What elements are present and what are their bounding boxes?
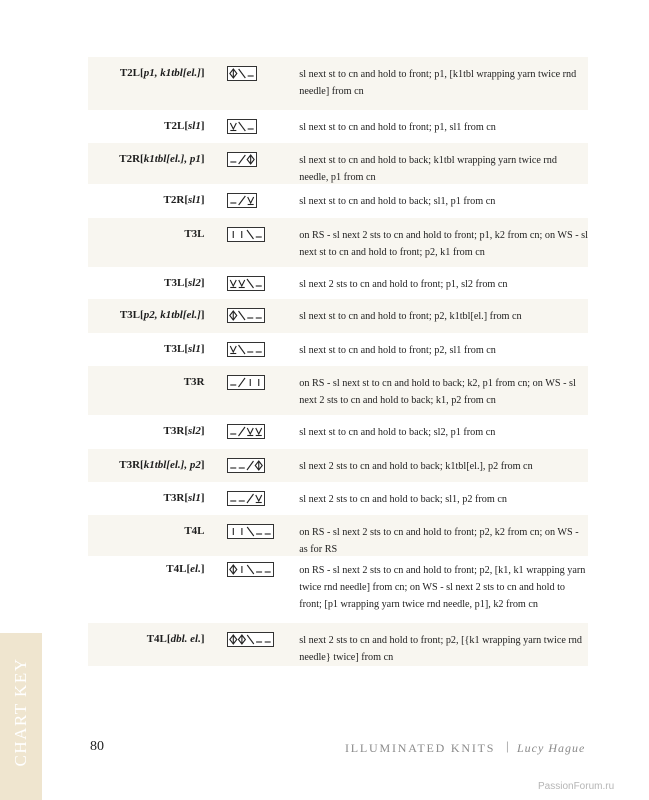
stitch-abbreviation (88, 491, 205, 505)
chart-symbol-icon (227, 491, 265, 506)
stitch-modifier: sl1 (187, 492, 201, 504)
bracket-open: [ (184, 194, 188, 206)
stitch-instruction: on RS - sl next 2 sts to cn and hold to front; p2, [k1, k1 wrapping yarn twice rnd needle] from cn; on WS - sl next 2 sts to cn and hold to front; [p1 wrapping yarn twice rnd needle, p1], k2 from cn (299, 565, 586, 610)
chart-symbol (227, 562, 287, 577)
stitch-base: T4L (166, 563, 187, 575)
stitch-instruction: sl next st to cn and hold to front; p2, k1tbl[el.] from cn (299, 311, 522, 322)
bracket-open: [ (184, 120, 188, 132)
chart-symbol-icon (227, 562, 274, 577)
stitch-base: T2R (163, 194, 185, 206)
stitch-base: T3L (184, 228, 205, 240)
key-row (88, 218, 588, 267)
bracket-open: [ (140, 309, 144, 321)
stitch-abbreviation (88, 562, 205, 576)
stitch-modifier: el. (190, 563, 201, 575)
chart-symbol (227, 491, 287, 506)
bracket-open: [ (140, 459, 144, 471)
bracket-close: ] (200, 309, 205, 321)
stitch-abbreviation (88, 524, 205, 538)
stitch-abbreviation (88, 152, 205, 166)
chart-symbol (227, 308, 287, 323)
chart-symbol (227, 66, 287, 81)
stitch-abbreviation (88, 424, 205, 438)
chart-symbol (227, 152, 287, 167)
stitch-instruction: sl next st to cn and hold to front; p2, sl1 from cn (299, 345, 496, 356)
key-row (88, 556, 588, 623)
stitch-instruction: sl next 2 sts to cn and hold to front; p1, sl2 from cn (299, 279, 508, 290)
stitch-abbreviation (88, 458, 205, 472)
key-row (88, 299, 588, 333)
key-row (88, 57, 588, 110)
key-row (88, 267, 588, 299)
book-author: Lucy Hague (517, 741, 586, 755)
chart-symbol-icon (227, 458, 265, 473)
chart-key-table (88, 57, 588, 666)
stitch-modifier: k1tbl[el.], p2 (143, 459, 201, 471)
bracket-close: ] (200, 425, 205, 437)
chart-symbol-icon (227, 632, 274, 647)
stitch-instruction: sl next st to cn and hold to front; p1, [k1tbl wrapping yarn twice rnd needle] from cn (299, 69, 577, 97)
chart-symbol-icon (227, 424, 265, 439)
stitch-base: T3R (163, 425, 185, 437)
bracket-open: [ (186, 563, 191, 575)
bracket-open: [ (140, 67, 144, 79)
key-row (88, 184, 588, 218)
bracket-open: [ (184, 343, 188, 355)
chart-symbol (227, 458, 287, 473)
chart-key-tab-label: CHART KEY (11, 657, 30, 767)
stitch-abbreviation (88, 193, 205, 207)
stitch-abbreviation (88, 66, 205, 80)
chart-symbol (227, 193, 287, 208)
stitch-abbreviation (88, 227, 205, 241)
chart-symbol-icon (227, 276, 265, 291)
chart-symbol (227, 375, 287, 390)
stitch-modifier: sl2 (187, 277, 201, 289)
chart-symbol (227, 276, 287, 291)
symbol-frame (227, 425, 264, 439)
stitch-base: T4L (184, 525, 205, 537)
stitch-base: T2L (119, 67, 141, 79)
chart-symbol-icon (227, 308, 265, 323)
key-row (88, 366, 588, 415)
bracket-open: [ (184, 425, 188, 437)
stitch-abbreviation (88, 119, 205, 133)
bracket-close: ] (200, 277, 205, 289)
chart-symbol (227, 119, 287, 134)
chart-symbol-icon (227, 375, 265, 390)
stitch-instruction: sl next 2 sts to cn and hold to front; p2, [{k1 wrapping yarn twice rnd needle} twice] from cn (299, 635, 582, 663)
stitch-instruction: on RS - sl next 2 sts to cn and hold to front; p2, k2 from cn; on WS - as for RS (299, 527, 579, 555)
chart-symbol-icon (227, 119, 257, 134)
symbol-frame (227, 343, 264, 357)
stitch-base: T3R (183, 376, 205, 388)
stitch-modifier: p1, k1tbl[el.] (143, 67, 201, 79)
bracket-close: ] (200, 343, 205, 355)
key-row (88, 333, 588, 366)
bracket-close: ] (200, 459, 205, 471)
key-row (88, 623, 588, 666)
stitch-modifier: sl1 (187, 194, 201, 206)
key-row (88, 143, 588, 184)
stitch-instruction: sl next st to cn and hold to back; sl2, p1 from cn (299, 427, 496, 438)
bracket-close: ] (200, 633, 205, 645)
key-row (88, 110, 588, 143)
key-row (88, 482, 588, 515)
stitch-base: T2R (119, 153, 141, 165)
chart-symbol-icon (227, 227, 265, 242)
bracket-open: [ (184, 277, 188, 289)
chart-symbol-icon (227, 152, 257, 167)
bracket-open: [ (140, 153, 144, 165)
stitch-abbreviation (88, 375, 205, 389)
stitch-modifier: sl2 (187, 425, 201, 437)
bracket-close: ] (200, 194, 205, 206)
chart-symbol-icon (227, 342, 265, 357)
bracket-close: ] (200, 120, 205, 132)
stitch-modifier: sl1 (187, 343, 201, 355)
chart-symbol (227, 632, 287, 647)
footer-separator: | (506, 738, 509, 753)
stitch-instruction: sl next 2 sts to cn and hold to back; sl1, p2 from cn (299, 494, 507, 505)
book-title: ILLUMINATED KNITS (345, 741, 496, 755)
stitch-modifier: sl1 (187, 120, 201, 132)
stitch-modifier: k1tbl[el.], p1 (143, 153, 201, 165)
stitch-instruction: sl next st to cn and hold to back; k1tbl wrapping yarn twice rnd needle, p1 from cn (299, 155, 557, 183)
bracket-close: ] (200, 153, 205, 165)
key-row (88, 515, 588, 556)
bracket-close: ] (200, 492, 205, 504)
chart-symbol-icon (227, 524, 274, 539)
stitch-base: T3L (164, 277, 185, 289)
stitch-base: T3L (119, 309, 141, 321)
stitch-base: T3R (163, 492, 185, 504)
stitch-modifier: p2, k1tbl[el.] (143, 309, 201, 321)
chart-symbol (227, 342, 287, 357)
symbol-frame (227, 277, 264, 291)
chart-symbol (227, 424, 287, 439)
bracket-open: [ (184, 492, 188, 504)
stitch-base: T4L (146, 633, 167, 645)
stitch-base: T2L (164, 120, 185, 132)
watermark: PassionForum.ru (538, 781, 615, 792)
stitch-modifier: dbl. el. (170, 633, 201, 645)
stitch-instruction: sl next st to cn and hold to back; sl1, p1 from cn (299, 196, 496, 207)
key-row (88, 415, 588, 449)
stitch-instruction: sl next 2 sts to cn and hold to back; k1tbl[el.], p2 from cn (299, 461, 533, 472)
bracket-close: ] (200, 67, 205, 79)
stitch-abbreviation (88, 308, 205, 322)
key-row (88, 449, 588, 482)
chart-symbol (227, 227, 287, 242)
page-number: 80 (90, 739, 104, 754)
bracket-close: ] (200, 563, 205, 575)
stitch-abbreviation (88, 276, 205, 290)
stitch-base: T3R (119, 459, 141, 471)
chart-symbol-icon (227, 193, 257, 208)
bracket-open: [ (166, 633, 171, 645)
chart-symbol-icon (227, 66, 257, 81)
chart-symbol (227, 524, 287, 539)
stitch-abbreviation (88, 632, 205, 646)
symbol-frame (227, 492, 264, 506)
stitch-base: T3L (164, 343, 185, 355)
stitch-abbreviation (88, 342, 205, 356)
stitch-instruction: on RS - sl next st to cn and hold to back; k2, p1 from cn; on WS - sl next 2 sts to cn and hold to back; k1, p2 from cn (299, 378, 576, 406)
stitch-instruction: sl next st to cn and hold to front; p1, sl1 from cn (299, 122, 496, 133)
stitch-instruction: on RS - sl next 2 sts to cn and hold to front; p1, k2 from cn; on WS - sl next st to cn and hold to front; p2, k1 from cn (299, 230, 588, 258)
